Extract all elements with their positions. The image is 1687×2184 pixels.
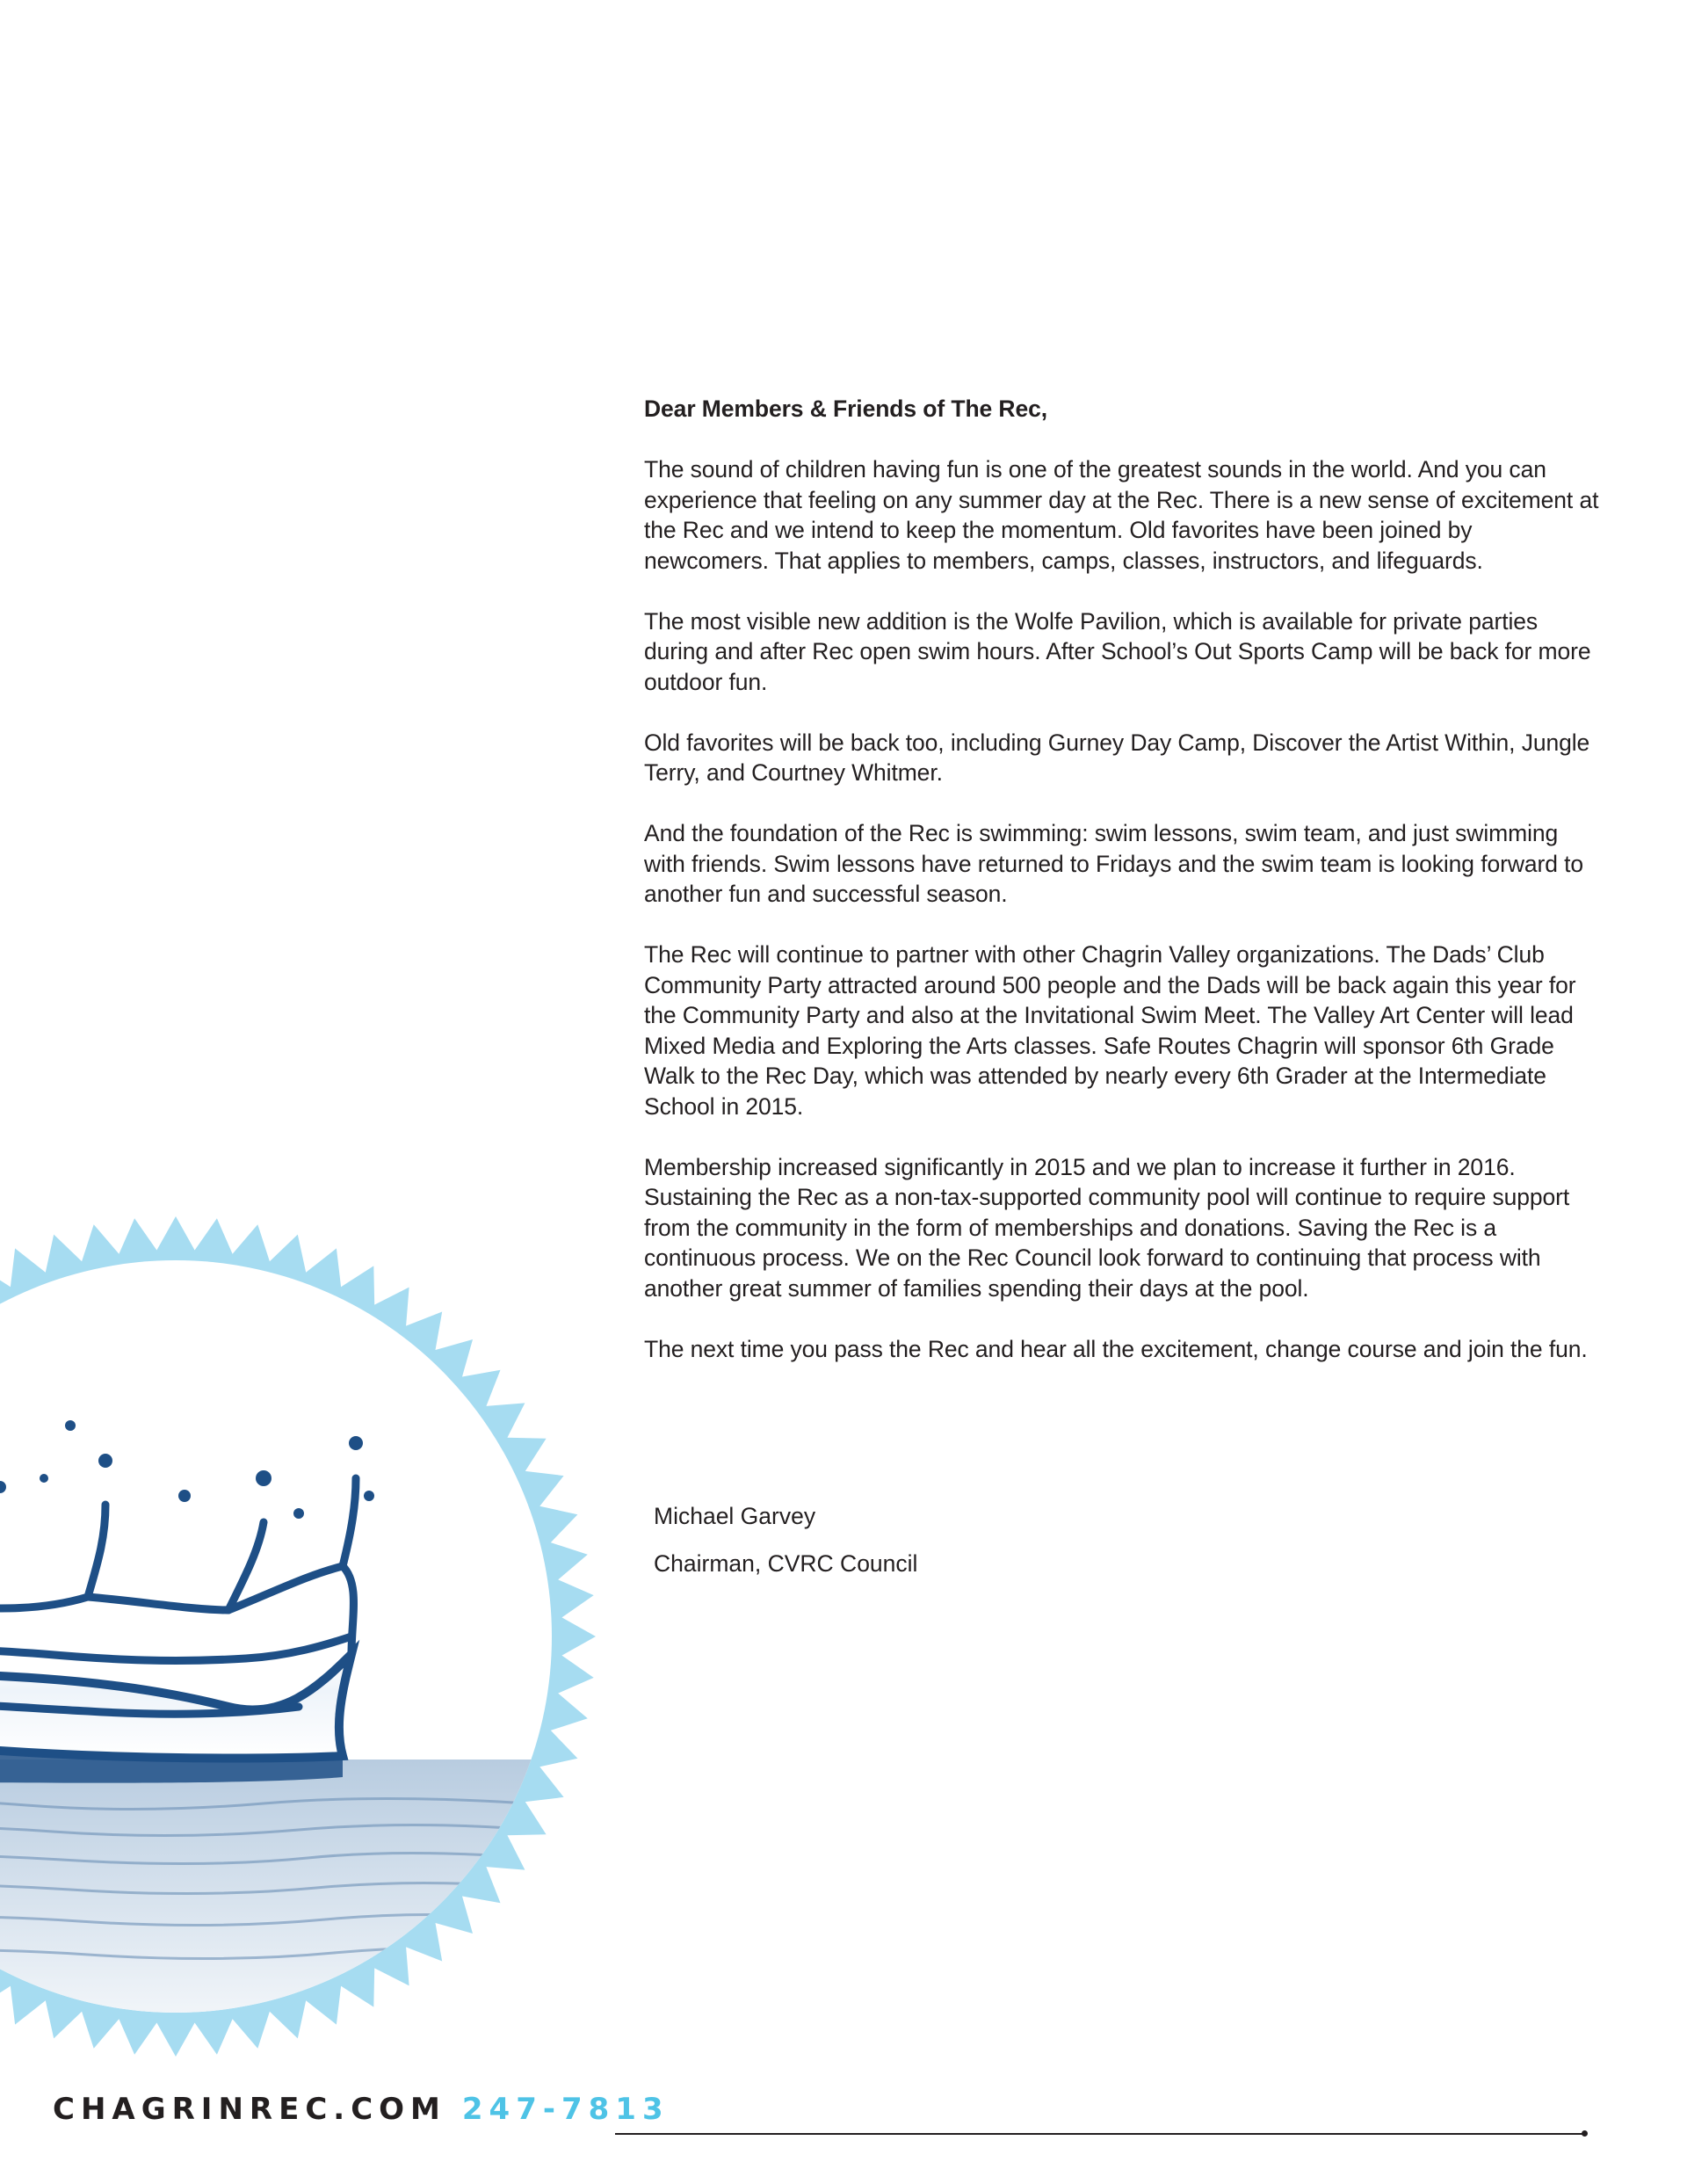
signature-name: Michael Garvey xyxy=(654,1503,816,1529)
footer-divider-dot xyxy=(1582,2130,1588,2137)
footer-website-link[interactable]: CHAGRINREC.COM xyxy=(53,2092,446,2127)
footer-divider xyxy=(615,2133,1586,2135)
footer-brand xyxy=(53,2092,670,2127)
letter-paragraph: Old favorites will be back too, including Gurney Day Camp, Discover the Artist Within, Jungle Terry, and Courtney Whitmer. xyxy=(644,729,1590,786)
letter-paragraph: The sound of children having fun is one of the greatest sounds in the world. And you can experience that feeling on any summer day at the Rec. There is a new sense of excitement at the Rec and we intend to keep the momentum. Old favorites have been joined by newcomers. That applies to members, camps, classes, instructors, and lifeguards. xyxy=(644,456,1599,574)
letter-paragraph: The Rec will continue to partner with other Chagrin Valley organizations. The Dads’ Club Community Party attracted around 500 people and the Dads will be back again this year for the Community Party and also at the Invitational Swim Meet. The Valley Art Center will lead Mixed Media and Exploring the Arts classes. Safe Routes Chagrin will sponsor 6th Grade Walk to the Rec Day, which was attended by nearly every 6th Grader at the Intermediate School in 2015. xyxy=(644,941,1576,1120)
letter-salutation: Dear Members & Friends of The Rec, xyxy=(644,395,1048,422)
letter-paragraph: The most visible new addition is the Wolfe Pavilion, which is available for private parties during and after Rec open swim hours. After School’s Out Sports Camp will be back for more outdoor fun. xyxy=(644,607,1591,695)
letter-paragraph: Membership increased significantly in 2015 and we plan to increase it further in 2016. Sustaining the Rec as a non-tax-supported community pool will continue to require support from the community in the form of memberships and donations. Saving the Rec is a continuous process. We on the Rec Council look forward to continuing that process with another great summer of families spending their days at the pool. xyxy=(644,1153,1570,1302)
letter-paragraph: And the foundation of the Rec is swimming: swim lessons, swim team, and just swimming with friends. Swim lessons have returned to Fridays and the swim team is looking forward to another fun and successful season. xyxy=(644,820,1584,907)
signature-title: Chairman, CVRC Council xyxy=(654,1550,918,1577)
water-splash-badge xyxy=(0,1197,615,2076)
letter-paragraph: The next time you pass the Rec and hear all the excitement, change course and join the fun. xyxy=(644,1335,1588,1362)
letter-body xyxy=(644,394,1602,1395)
footer-phone: 247-7813 xyxy=(461,2092,670,2127)
